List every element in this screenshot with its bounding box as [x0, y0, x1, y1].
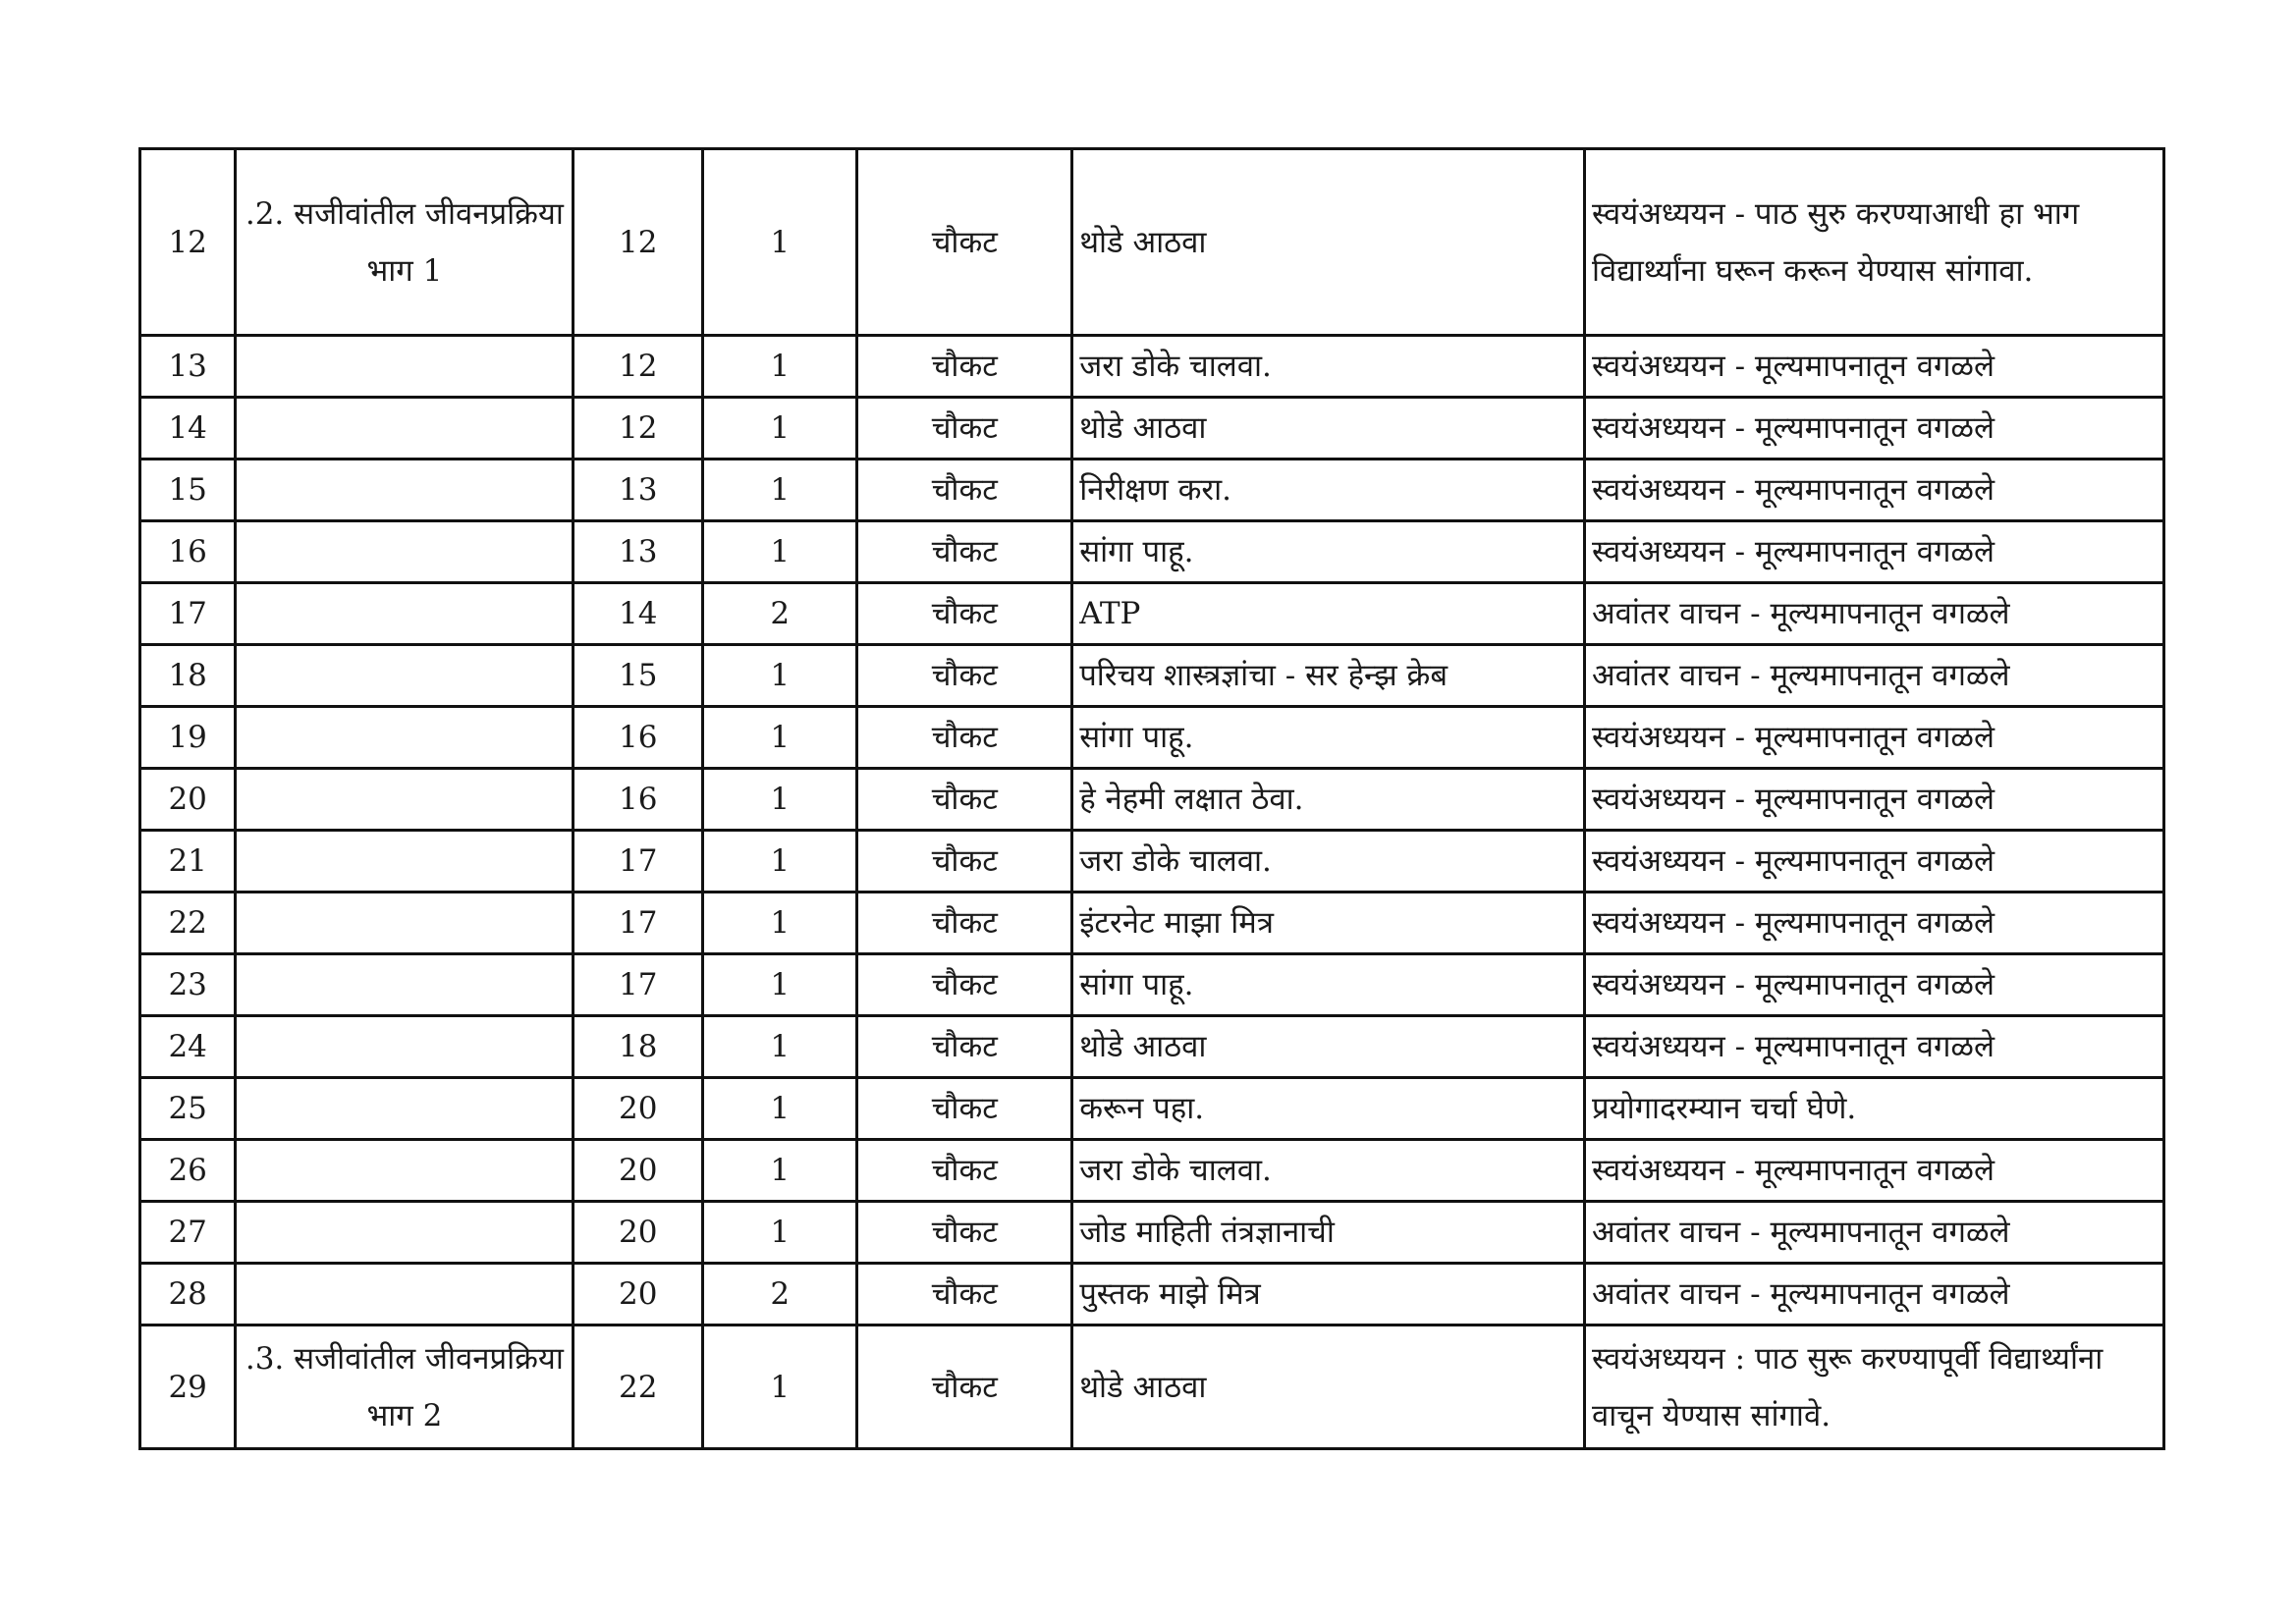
- box-title-cell: जोड माहिती तंत्रज्ञानाची: [1072, 1202, 1585, 1264]
- chapter-cell: [236, 521, 574, 583]
- box-title-cell: जरा डोके चालवा.: [1072, 336, 1585, 398]
- table-row: [140, 1078, 2164, 1140]
- count-cell: 1: [702, 336, 857, 398]
- count-cell: 1: [702, 831, 857, 893]
- page-number-cell: 13: [574, 521, 702, 583]
- table-row: [140, 707, 2164, 769]
- type-cell: चौकट: [857, 1140, 1072, 1202]
- type-cell: चौकट: [857, 460, 1072, 521]
- serial-number-cell: 28: [140, 1264, 236, 1325]
- count-cell: 1: [702, 954, 857, 1016]
- type-cell: चौकट: [857, 893, 1072, 954]
- type-cell: चौकट: [857, 1325, 1072, 1449]
- table-row: [140, 831, 2164, 893]
- page-number-cell: 16: [574, 769, 702, 831]
- page-number-cell: 20: [574, 1078, 702, 1140]
- page-number-cell: 16: [574, 707, 702, 769]
- chapter-cell: [236, 583, 574, 645]
- serial-number-cell: 12: [140, 149, 236, 336]
- type-cell: चौकट: [857, 398, 1072, 460]
- table-row: [140, 769, 2164, 831]
- box-title-cell: सांगा पाहू.: [1072, 954, 1585, 1016]
- remark-cell: स्वयंअध्ययन - मूल्यमापनातून वगळले: [1584, 893, 2163, 954]
- table-row: [140, 1140, 2164, 1202]
- remark-cell: स्वयंअध्ययन - मूल्यमापनातून वगळले: [1584, 336, 2163, 398]
- remark-cell: स्वयंअध्ययन - मूल्यमापनातून वगळले: [1584, 1016, 2163, 1078]
- count-cell: 1: [702, 707, 857, 769]
- type-cell: चौकट: [857, 149, 1072, 336]
- page-number-cell: 14: [574, 583, 702, 645]
- chapter-cell: [236, 336, 574, 398]
- count-cell: 2: [702, 1264, 857, 1325]
- count-cell: 2: [702, 583, 857, 645]
- chapter-cell: [236, 1202, 574, 1264]
- box-title-cell: परिचय शास्त्रज्ञांचा - सर हेन्झ क्रेब: [1072, 645, 1585, 707]
- serial-number-cell: 24: [140, 1016, 236, 1078]
- remark-cell: स्वयंअध्ययन - पाठ सुरु करण्याआधी हा भाग विद्यार्थ्यांना घरून करून येण्यास सांगावा.: [1584, 149, 2163, 336]
- table-row: [140, 460, 2164, 521]
- serial-number-cell: 16: [140, 521, 236, 583]
- page-number-cell: 17: [574, 893, 702, 954]
- page-number-cell: 15: [574, 645, 702, 707]
- serial-number-cell: 17: [140, 583, 236, 645]
- serial-number-cell: 29: [140, 1325, 236, 1449]
- page-number-cell: 20: [574, 1264, 702, 1325]
- table-row: [140, 149, 2164, 336]
- table-row: [140, 1202, 2164, 1264]
- table-row: [140, 645, 2164, 707]
- count-cell: 1: [702, 398, 857, 460]
- chapter-cell: [236, 398, 574, 460]
- box-title-cell: थोडे आठवा: [1072, 1325, 1585, 1449]
- table-row: [140, 1264, 2164, 1325]
- page-number-cell: 20: [574, 1140, 702, 1202]
- type-cell: चौकट: [857, 1078, 1072, 1140]
- remark-cell: स्वयंअध्ययन - मूल्यमापनातून वगळले: [1584, 707, 2163, 769]
- count-cell: 1: [702, 1078, 857, 1140]
- serial-number-cell: 21: [140, 831, 236, 893]
- box-title-cell: जरा डोके चालवा.: [1072, 831, 1585, 893]
- type-cell: चौकट: [857, 831, 1072, 893]
- chapter-cell: [236, 1016, 574, 1078]
- table-row: [140, 583, 2164, 645]
- type-cell: चौकट: [857, 336, 1072, 398]
- page-number-cell: 22: [574, 1325, 702, 1449]
- count-cell: 1: [702, 1016, 857, 1078]
- remark-cell: स्वयंअध्ययन - मूल्यमापनातून वगळले: [1584, 460, 2163, 521]
- serial-number-cell: 26: [140, 1140, 236, 1202]
- type-cell: चौकट: [857, 583, 1072, 645]
- serial-number-cell: 15: [140, 460, 236, 521]
- serial-number-cell: 25: [140, 1078, 236, 1140]
- count-cell: 1: [702, 149, 857, 336]
- serial-number-cell: 22: [140, 893, 236, 954]
- type-cell: चौकट: [857, 645, 1072, 707]
- table-row: [140, 954, 2164, 1016]
- table-row: [140, 893, 2164, 954]
- table-row: [140, 521, 2164, 583]
- remark-cell: स्वयंअध्ययन - मूल्यमापनातून वगळले: [1584, 1140, 2163, 1202]
- chapter-cell: [236, 460, 574, 521]
- remark-cell: स्वयंअध्ययन - मूल्यमापनातून वगळले: [1584, 769, 2163, 831]
- count-cell: 1: [702, 769, 857, 831]
- syllabus-table: [138, 147, 2165, 1450]
- type-cell: चौकट: [857, 1264, 1072, 1325]
- table-row: [140, 1016, 2164, 1078]
- page-number-cell: 20: [574, 1202, 702, 1264]
- remark-cell: प्रयोगादरम्यान चर्चा घेणे.: [1584, 1078, 2163, 1140]
- remark-cell: अवांतर वाचन - मूल्यमापनातून वगळले: [1584, 583, 2163, 645]
- count-cell: 1: [702, 521, 857, 583]
- type-cell: चौकट: [857, 707, 1072, 769]
- count-cell: 1: [702, 1202, 857, 1264]
- chapter-cell: [236, 954, 574, 1016]
- remark-cell: स्वयंअध्ययन : पाठ सुरू करण्यापूर्वी विद्यार्थ्यांना वाचून येण्यास सांगावे.: [1584, 1325, 2163, 1449]
- remark-cell: स्वयंअध्ययन - मूल्यमापनातून वगळले: [1584, 521, 2163, 583]
- box-title-cell: थोडे आठवा: [1072, 1016, 1585, 1078]
- page-number-cell: 13: [574, 460, 702, 521]
- remark-cell: अवांतर वाचन - मूल्यमापनातून वगळले: [1584, 645, 2163, 707]
- box-title-cell: जरा डोके चालवा.: [1072, 1140, 1585, 1202]
- remark-cell: स्वयंअध्ययन - मूल्यमापनातून वगळले: [1584, 954, 2163, 1016]
- box-title-cell: करून पहा.: [1072, 1078, 1585, 1140]
- count-cell: 1: [702, 1325, 857, 1449]
- remark-cell: अवांतर वाचन - मूल्यमापनातून वगळले: [1584, 1264, 2163, 1325]
- chapter-cell: [236, 707, 574, 769]
- box-title-cell: सांगा पाहू.: [1072, 521, 1585, 583]
- serial-number-cell: 27: [140, 1202, 236, 1264]
- box-title-cell: इंटरनेट माझा मित्र: [1072, 893, 1585, 954]
- chapter-cell: [236, 1140, 574, 1202]
- type-cell: चौकट: [857, 769, 1072, 831]
- table-row: [140, 398, 2164, 460]
- chapter-cell: [236, 1078, 574, 1140]
- page-number-cell: 12: [574, 336, 702, 398]
- box-title-cell: हे नेहमी लक्षात ठेवा.: [1072, 769, 1585, 831]
- page-number-cell: 17: [574, 954, 702, 1016]
- page-number-cell: 17: [574, 831, 702, 893]
- serial-number-cell: 19: [140, 707, 236, 769]
- serial-number-cell: 23: [140, 954, 236, 1016]
- box-title-cell: निरीक्षण करा.: [1072, 460, 1585, 521]
- type-cell: चौकट: [857, 1202, 1072, 1264]
- remark-cell: स्वयंअध्ययन - मूल्यमापनातून वगळले: [1584, 831, 2163, 893]
- remark-cell: स्वयंअध्ययन - मूल्यमापनातून वगळले: [1584, 398, 2163, 460]
- box-title-cell: थोडे आठवा: [1072, 149, 1585, 336]
- table-row: [140, 336, 2164, 398]
- count-cell: 1: [702, 1140, 857, 1202]
- count-cell: 1: [702, 645, 857, 707]
- serial-number-cell: 13: [140, 336, 236, 398]
- page-number-cell: 12: [574, 398, 702, 460]
- count-cell: 1: [702, 893, 857, 954]
- remark-cell: अवांतर वाचन - मूल्यमापनातून वगळले: [1584, 1202, 2163, 1264]
- page-number-cell: 18: [574, 1016, 702, 1078]
- chapter-cell: [236, 769, 574, 831]
- serial-number-cell: 20: [140, 769, 236, 831]
- type-cell: चौकट: [857, 521, 1072, 583]
- type-cell: चौकट: [857, 954, 1072, 1016]
- count-cell: 1: [702, 460, 857, 521]
- box-title-cell: ATP: [1072, 583, 1585, 645]
- chapter-cell: [236, 645, 574, 707]
- box-title-cell: पुस्तक माझे मित्र: [1072, 1264, 1585, 1325]
- table-body: [140, 149, 2164, 1449]
- chapter-cell: [236, 893, 574, 954]
- page-number-cell: 12: [574, 149, 702, 336]
- chapter-cell: [236, 831, 574, 893]
- box-title-cell: सांगा पाहू.: [1072, 707, 1585, 769]
- serial-number-cell: 14: [140, 398, 236, 460]
- chapter-cell: .3. सजीवांतील जीवनप्रक्रिया भाग 2: [236, 1325, 574, 1449]
- chapter-cell: [236, 1264, 574, 1325]
- chapter-cell: .2. सजीवांतील जीवनप्रक्रिया भाग 1: [236, 149, 574, 336]
- table-row: [140, 1325, 2164, 1449]
- type-cell: चौकट: [857, 1016, 1072, 1078]
- serial-number-cell: 18: [140, 645, 236, 707]
- box-title-cell: थोडे आठवा: [1072, 398, 1585, 460]
